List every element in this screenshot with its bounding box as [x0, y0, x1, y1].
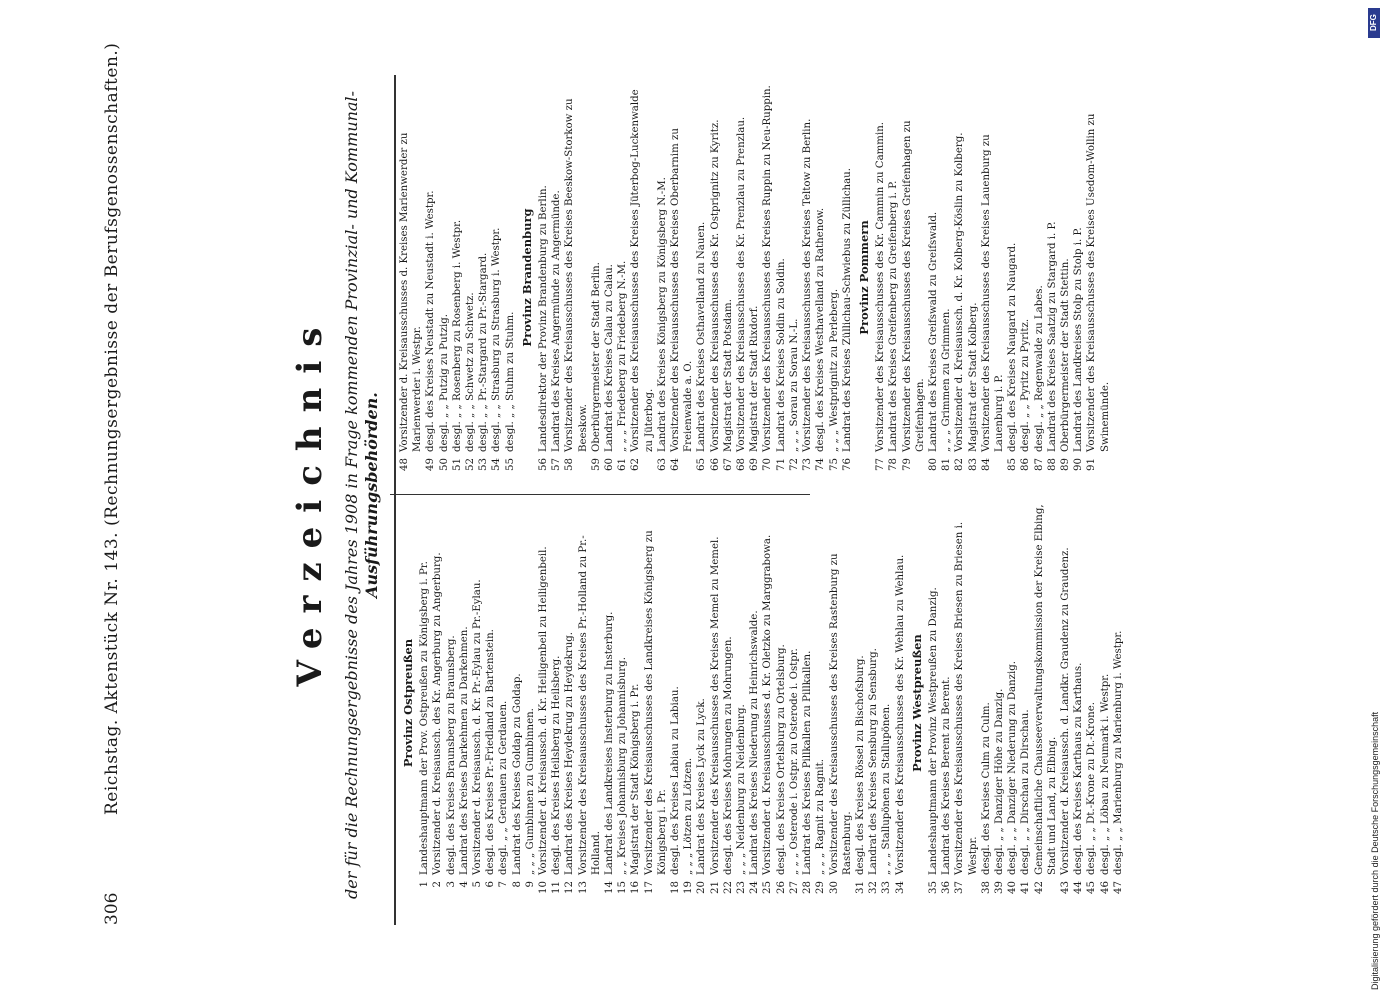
entry-number: 12 [564, 881, 576, 894]
entry-text: „ „ „ Sorau zu Sorau N.-L. [788, 318, 800, 452]
entry-number: 47 [1112, 881, 1124, 894]
list-item [801, 75, 814, 480]
list-item [629, 503, 642, 903]
list-item [709, 75, 722, 480]
province-heading: Provinz Westpreußen [909, 634, 924, 772]
list-item [484, 503, 497, 903]
entry-text: Vorsitzender des Kreisausschusses des Kreises Jüterbog-Luckenwalde zu Jüterbog. [630, 89, 655, 452]
list-item [669, 75, 695, 480]
entry-text: desgl. „ „ Rosenberg zu Rosenberg i. Westpr. [451, 219, 463, 452]
entry-number: 40 [1007, 881, 1019, 894]
entry-number: 74 [815, 458, 827, 471]
entry-number: 29 [815, 881, 827, 894]
entry-text: Vorsitzender des Kreisausschusses des Kr. Cammin zu Cammin. [875, 121, 887, 452]
list-item [1019, 503, 1032, 903]
list-item [993, 503, 1006, 903]
entry-number: 67 [722, 458, 734, 471]
entry-text: „ „ „ Westprignitz zu Perleberg. [828, 288, 840, 452]
entry-text: desgl. des Kreises Neustadt zu Neustadt i. Westpr. [425, 190, 437, 452]
entry-number: 39 [993, 881, 1005, 894]
entry-text: desgl. des Kreises Naugard zu Naugard. [1007, 242, 1019, 452]
entry-text: Vorsitzender des Kreisausschusses des Kreises Briesen zu Briesen i. Westpr. [954, 521, 979, 875]
entry-number: 32 [868, 881, 880, 894]
province-heading: Provinz Pommern [856, 220, 871, 335]
entry-text: Oberbürgermeister der Stadt Berlin. [590, 262, 602, 452]
entry-text: Magistrat der Stadt Königsberg i. Pr. [630, 683, 642, 875]
list-item [1033, 503, 1059, 903]
entry-number: 24 [749, 881, 761, 894]
entry-number: 72 [788, 458, 800, 471]
entry-number: 48 [399, 458, 410, 471]
entry-number: 51 [451, 458, 463, 471]
list-item [1006, 503, 1019, 903]
list-item [656, 75, 669, 480]
entry-number: 87 [1033, 458, 1045, 471]
list-item [524, 503, 537, 903]
entry-text: Vorsitzender d. Kreisaussch. des Kr. Angerburg zu Angerburg. [432, 552, 444, 875]
entry-text: „ „ „ Neidenburg zu Neidenburg. [736, 704, 748, 875]
entry-text: „ „ „ Stallupönen zu Stallupönen. [881, 703, 893, 875]
list-item [451, 75, 464, 480]
entry-text: desgl. „ „ Strasburg zu Strasburg i. Westpr. [491, 227, 503, 452]
entry-text: desgl. des Kreises Rössel zu Bischofsburg. [854, 655, 866, 875]
list-item [1072, 75, 1085, 480]
entry-text: Vorsitzender d. Kreisaussch. d. Landkr. Graudenz zu Graudenz. [1059, 547, 1071, 875]
entry-text: Vorsitzender d. Kreisaussch. d. Kr. Heiligenbeil zu Heiligenbeil. [538, 546, 550, 875]
list-item [980, 75, 1006, 480]
entry-number: 20 [696, 881, 708, 894]
list-item [603, 75, 616, 480]
entry-number: 15 [617, 881, 629, 894]
entry-number: 42 [1033, 881, 1045, 894]
entry-number: 61 [617, 458, 629, 471]
list-item [537, 75, 550, 480]
entry-text: desgl. des Kreises Braunsberg zu Braunsberg. [445, 635, 457, 875]
entry-text: „ „ „ Gumbinnen zu Gumbinnen. [524, 708, 536, 875]
entry-number: 27 [788, 881, 800, 894]
entry-text: Landrat des Kreises Königsberg zu Königsberg N.-M. [656, 177, 668, 452]
entry-number: 25 [762, 881, 774, 894]
list-item [788, 75, 801, 480]
entry-number: 34 [894, 881, 906, 894]
list-item [1019, 75, 1032, 480]
rotated-page-content [60, 42, 1380, 925]
entry-text: Vorsitzender d. Kreisaussch. d. Kr. Pr.-Eylau zu Pr.-Eylau. [472, 579, 484, 875]
entry-text: Landrat des Kreises Pillkallen zu Pillkallen. [802, 650, 814, 875]
entry-number: 35 [927, 881, 939, 894]
list-item [550, 75, 563, 480]
list-item [748, 75, 761, 480]
entry-text: Vorsitzender des Kreisausschusses des Kr. Prenzlau zu Prenzlau. [736, 116, 748, 452]
entry-text: Vorsitzender d. Kreisausschusses d. Kr. Oletzko zu Marggrabowa. [762, 534, 774, 875]
entry-text: Landrat des Kreises Goldap zu Goldap. [511, 673, 523, 875]
list-item [511, 503, 524, 903]
entry-number: 52 [465, 458, 477, 471]
column-divider [390, 494, 810, 495]
entry-text: desgl. „ „ Putzig zu Putzig. [438, 313, 450, 452]
list-item [748, 503, 761, 903]
entry-text: Landrat des Kreises Osthavelland zu Nauen. [696, 221, 708, 452]
entry-text: desgl. des Kreises Culm zu Culm. [980, 702, 992, 875]
entry-number: 75 [828, 458, 840, 471]
entry-number: 26 [775, 881, 787, 894]
province-heading: Provinz Ostpreußen [401, 638, 415, 768]
list-item [901, 75, 927, 480]
list-item [1085, 503, 1098, 903]
list-item [953, 75, 966, 480]
list-item [828, 75, 841, 480]
entry-number: 65 [696, 458, 708, 471]
entry-number: 8 [511, 881, 523, 888]
list-item [841, 75, 854, 480]
entry-number: 9 [524, 881, 536, 888]
entry-number: 66 [709, 458, 721, 471]
list-item [464, 75, 477, 480]
entry-number: 46 [1099, 881, 1111, 894]
entry-number: 21 [709, 881, 721, 894]
entry-text: Landrat des Kreises Calau zu Calau. [604, 264, 616, 452]
entry-number: 78 [888, 458, 900, 471]
entry-text: Landrat des Kreises Sensburg zu Sensburg. [868, 648, 880, 875]
entry-text: Landrat des Kreises Niederung zu Heinrichswalde. [749, 610, 761, 875]
list-item [504, 75, 517, 480]
entry-number: 22 [722, 881, 734, 894]
list-item [418, 503, 431, 903]
entry-text: Vorsitzender des Kreisausschusses des Kr. Ostprignitz zu Kyritz. [709, 119, 721, 452]
entry-text: desgl. „ „ Dt.-Krone zu Dt.-Krone. [1086, 701, 1098, 875]
list-item [722, 75, 735, 480]
entry-number: 4 [458, 881, 470, 888]
entry-text: Magistrat der Stadt Rixdorf. [749, 305, 761, 452]
list-item [761, 75, 774, 480]
entry-number: 82 [954, 458, 966, 471]
entry-text: Vorsitzender d. Kreisausschusses d. Kreises Marienwerder zu Marienwerder i. Westpr. [399, 132, 424, 452]
entry-text: „ „ „ Friedeberg zu Friedeberg N.-M. [617, 260, 629, 452]
entry-text: Landrat des Kreises Darkehmen zu Darkehmen. [458, 626, 470, 875]
entry-number: 44 [1073, 881, 1085, 894]
entry-text: Vorsitzender des Kreisausschusses des Kreises Teltow zu Berlin. [802, 118, 814, 452]
entry-number: 70 [762, 458, 774, 471]
entry-text: desgl. des Kreises Ortelsburg zu Ortelsburg. [775, 644, 787, 875]
entry-text: Vorsitzender des Kreisausschusses des Kr. Wehlau zu Wehlau. [894, 554, 906, 875]
entry-text: Vorsitzender des Kreisausschusses des Kreises Beeskow-Storkow zu Beeskow. [564, 98, 589, 452]
entry-number: 19 [683, 881, 695, 894]
entry-text: Magistrat der Stadt Kolberg. [967, 302, 979, 452]
list-item [458, 503, 471, 903]
entry-number: 53 [478, 458, 490, 471]
entry-number: 37 [954, 881, 966, 894]
list-item [735, 75, 748, 480]
list-item [563, 503, 576, 903]
entry-text: desgl. „ „ Regenwalde zu Labes. [1033, 285, 1045, 452]
left-column [398, 503, 1125, 903]
list-item [880, 503, 893, 903]
entry-number: 45 [1086, 881, 1098, 894]
entry-number: 58 [564, 458, 576, 471]
page-subtitle [342, 75, 382, 915]
entry-text: Vorsitzender des Kreisausschusses des Kreises Usedom-Wollin zu Swinemünde. [1086, 113, 1111, 452]
entry-number: 64 [670, 458, 682, 471]
list-item [874, 75, 887, 480]
list-item [867, 503, 880, 903]
list-item [1046, 75, 1059, 480]
entry-number: 73 [802, 458, 814, 471]
entry-text: desgl. des Kreises Karthaus zu Karthaus. [1073, 662, 1085, 875]
entry-text: Vorsitzender des Kreisausschusses des Kreises Memel zu Memel. [709, 536, 721, 875]
entry-number: 18 [670, 881, 682, 894]
entry-text: Vorsitzender d. Kreisaussch. d. Kr. Kolberg-Köslin zu Kolberg. [954, 132, 966, 452]
entry-number: 63 [656, 458, 668, 471]
list-item [438, 75, 451, 480]
entry-text: Landesdirektor der Provinz Brandenburg zu Berlin. [538, 185, 550, 452]
entry-text: desgl. „ „ Gerdauen zu Gerdauen. [498, 700, 510, 875]
list-item [775, 75, 788, 480]
subtitle-line-2: Ausführungsbehörden. [362, 392, 381, 598]
entry-text: Vorsitzender des Kreisausschusses des Kreises Oberbarnim zu Freienwalde a. O. [670, 128, 695, 452]
list-item [814, 503, 827, 903]
entry-text: Landrat des Kreises Heydekrug zu Heydekrug. [564, 631, 576, 875]
entry-number: 13 [577, 881, 589, 894]
list-item [398, 75, 424, 480]
entry-number: 86 [1020, 458, 1032, 471]
entry-text: Vorsitzender des Kreisausschusses des Kreises Pr.-Holland zu Pr.-Holland. [577, 535, 602, 875]
list-item [1059, 75, 1072, 480]
entry-number: 60 [604, 458, 616, 471]
list-item [537, 503, 550, 903]
entry-text: desgl. „ „ Pr.-Stargard zu Pr.-Stargard. [478, 252, 490, 452]
list-item [801, 503, 814, 903]
list-item [722, 503, 735, 903]
entry-number: 62 [630, 458, 642, 471]
list-item [967, 75, 980, 480]
entry-number: 5 [472, 881, 484, 888]
entry-number: 31 [854, 881, 866, 894]
entry-text: Landrat des Landkreises Insterburg zu Insterburg. [604, 611, 616, 875]
entry-number: 2 [432, 881, 444, 888]
province-heading: Provinz Brandenburg [519, 208, 534, 347]
list-item [1099, 503, 1112, 903]
list-item [854, 503, 867, 903]
entry-number: 33 [881, 881, 893, 894]
entry-number: 83 [967, 458, 979, 471]
list-item [1033, 75, 1046, 480]
entry-text: „ „ „ Lötzen zu Lötzen. [683, 757, 695, 875]
entry-number: 84 [980, 458, 992, 471]
entry-number: 71 [775, 458, 787, 471]
entry-text: Landeshauptmann der Provinz Westpreußen zu Danzig. [927, 587, 939, 875]
list-item [1006, 75, 1019, 480]
entry-text: desgl. „ „ Schwetz zu Schwetz. [465, 292, 477, 452]
list-item [1112, 503, 1125, 903]
list-item [788, 503, 801, 903]
entry-text: desgl. „ „ Löbau zu Neumark i. Westpr. [1099, 673, 1111, 875]
entry-number: 77 [875, 458, 887, 471]
list-item [940, 503, 953, 903]
entry-text: Oberbürgermeister der Stadt Stettin. [1059, 258, 1071, 452]
right-column [398, 75, 1112, 480]
page-header [102, 42, 132, 925]
list-item [894, 503, 907, 903]
list-item [431, 503, 444, 903]
entry-text: desgl. des Kreises Westhavelland zu Rathenow. [815, 207, 827, 452]
list-item [497, 503, 510, 903]
entry-number: 36 [941, 881, 953, 894]
entry-text: desgl. „ „ Pyritz zu Pyritz. [1020, 318, 1032, 452]
entry-text: desgl. „ „ Stuhm zu Stuhm. [504, 311, 516, 452]
entry-text: „ „ „ Grimmen zu Grimmen. [941, 308, 953, 452]
list-item [828, 503, 854, 903]
entry-number: 57 [551, 458, 563, 471]
list-item [927, 503, 940, 903]
entry-text: desgl. „ „ Marienburg zu Marienburg i. Westpr. [1112, 630, 1124, 875]
list-item [643, 503, 669, 903]
list-item [953, 503, 979, 903]
entry-number: 3 [445, 881, 457, 888]
list-item [424, 75, 437, 480]
list-item [629, 75, 655, 480]
subtitle-line-1: der für die Rechnungsergebnisse des Jahres 1908 in Frage kommenden Provinzial- und Kommunal- [342, 91, 361, 899]
list-item [695, 503, 708, 903]
entry-number: 23 [736, 881, 748, 894]
entry-text: desgl. des Kreises Labiau zu Labiau. [670, 686, 682, 875]
page-title: Verzeichnis [290, 313, 330, 687]
list-item [1059, 503, 1072, 903]
list-item [695, 75, 708, 480]
entry-number: 28 [802, 881, 814, 894]
list-item [682, 503, 695, 903]
page-number: 306 [102, 892, 122, 925]
entry-number: 91 [1086, 458, 1098, 471]
entry-text: Landrat des Landkreises Stolp zu Stolp i. P. [1073, 227, 1085, 452]
list-item [490, 75, 503, 480]
entry-number: 88 [1046, 458, 1058, 471]
list-item [1085, 75, 1111, 480]
entry-text: Landrat des Kreises Züllichau-Schwiebus zu Züllichau. [841, 168, 853, 452]
entry-text: desgl. des Kreises Heilsberg zu Heilsberg. [551, 655, 563, 875]
entry-text: Landrat des Kreises Greifswald zu Greifswald. [927, 211, 939, 452]
entry-text: Magistrat der Stadt Potsdam. [722, 299, 734, 452]
entry-number: 55 [504, 458, 516, 471]
entry-number: 59 [590, 458, 602, 471]
entry-text: „ „ „ Osterode i. Ostpr. zu Osterode i. Ostpr. [788, 648, 800, 875]
list-item [669, 503, 682, 903]
entry-number: 79 [901, 458, 913, 471]
list-item [980, 503, 993, 903]
entry-text: Landrat des Kreises Greifenberg zu Greifenberg i. P. [888, 180, 900, 452]
entry-text: desgl. des Kreises Mohrungen zu Mohrungen. [722, 636, 734, 875]
entry-number: 90 [1073, 458, 1085, 471]
entry-text: Landeshauptmann der Prov. Ostpreußen zu Königsberg i. Pr. [419, 561, 431, 875]
list-item [445, 503, 458, 903]
dfg-logo: DFG [1368, 8, 1380, 38]
entry-number: 6 [485, 881, 497, 888]
entry-number: 7 [498, 881, 510, 888]
list-item [616, 503, 629, 903]
entry-text: „ „ „ Ragnit zu Ragnit. [815, 758, 827, 875]
entry-number: 56 [538, 458, 550, 471]
entry-number: 54 [491, 458, 503, 471]
entry-number: 80 [927, 458, 939, 471]
list-item [616, 75, 629, 480]
entry-number: 81 [941, 458, 953, 471]
entry-number: 11 [551, 881, 563, 894]
entry-number: 68 [736, 458, 748, 471]
digitization-credit: Digitalisierung gefördert durch die Deutsche Forschungsgemeinschaft [1370, 711, 1380, 990]
list-item [577, 503, 603, 903]
running-head: Reichstag. Aktenstück Nr. 143. (Rechnungsergebnisse der Berufsgenossenschaften.) [102, 42, 122, 815]
list-item [590, 75, 603, 480]
entry-number: 50 [438, 458, 450, 471]
entry-text: Vorsitzender des Kreisausschusses des Kreises Greifenhagen zu Greifenhagen. [901, 120, 926, 452]
entry-number: 49 [425, 458, 437, 471]
list-item [477, 75, 490, 480]
entry-text: Landrat des Kreises Lyck zu Lyck. [696, 698, 708, 875]
entry-number: 89 [1059, 458, 1071, 471]
entry-text: desgl. „ „ Dirschau zu Dirschau. [1020, 709, 1032, 875]
entry-text: desgl. des Kreises Pr.-Friedland zu Bartenstein. [485, 629, 497, 875]
list-item [887, 75, 900, 480]
list-item [709, 503, 722, 903]
entry-number: 17 [643, 881, 655, 894]
entry-number: 30 [828, 881, 840, 894]
entry-text: desgl. „ „ Danziger Niederung zu Danzig. [1007, 660, 1019, 875]
list-item [471, 503, 484, 903]
entry-number: 16 [630, 881, 642, 894]
entry-number: 41 [1020, 881, 1032, 894]
entry-text: Vorsitzender des Kreisausschusses des Kreises Rastenburg zu Rastenburg. [828, 553, 853, 875]
entry-text: Landrat des Kreises Saatzig zu Stargard i. P. [1046, 221, 1058, 452]
entry-number: 1 [419, 881, 431, 888]
list-item [927, 75, 940, 480]
entry-number: 76 [841, 458, 853, 471]
entry-number: 38 [980, 881, 992, 894]
entry-number: 85 [1007, 458, 1019, 471]
entry-number: 43 [1059, 881, 1071, 894]
entry-text: desgl. „ „ Danziger Höhe zu Danzig. [993, 688, 1005, 875]
entry-text: Vorsitzender des Kreisausschusses des Kreises Lauenburg zu Lauenburg i. P. [980, 134, 1005, 452]
entry-text: Vorsitzender des Kreisausschusses des Kreises Ruppin zu Neu-Ruppin. [762, 85, 774, 452]
list-item [814, 75, 827, 480]
list-item [775, 503, 788, 903]
entry-text: Landrat des Kreises Berent zu Berent. [941, 676, 953, 875]
list-item [761, 503, 774, 903]
header-rule [394, 75, 396, 925]
entry-number: 69 [749, 458, 761, 471]
entry-text: Gemeinschaftliche Chausseeverwaltungskommission der Kreise Elbing, Stadt und Land, zu Elbing. [1033, 504, 1058, 875]
list-item [735, 503, 748, 903]
entry-number: 14 [604, 881, 616, 894]
list-item [550, 503, 563, 903]
entry-text: Landrat des Kreises Soldin zu Soldin. [775, 258, 787, 452]
list-item [563, 75, 589, 480]
entry-text: Landrat des Kreises Angermünde zu Angermünde. [551, 190, 563, 452]
entry-text: Vorsitzender des Kreisausschusses des Landkreises Königsberg zu Königsberg i. Pr. [643, 530, 668, 875]
entry-text: „ „ Kreises Johannisburg zu Johannisburg. [617, 656, 629, 875]
list-item [940, 75, 953, 480]
list-item [1072, 503, 1085, 903]
entry-number: 10 [538, 881, 550, 894]
list-item [603, 503, 616, 903]
